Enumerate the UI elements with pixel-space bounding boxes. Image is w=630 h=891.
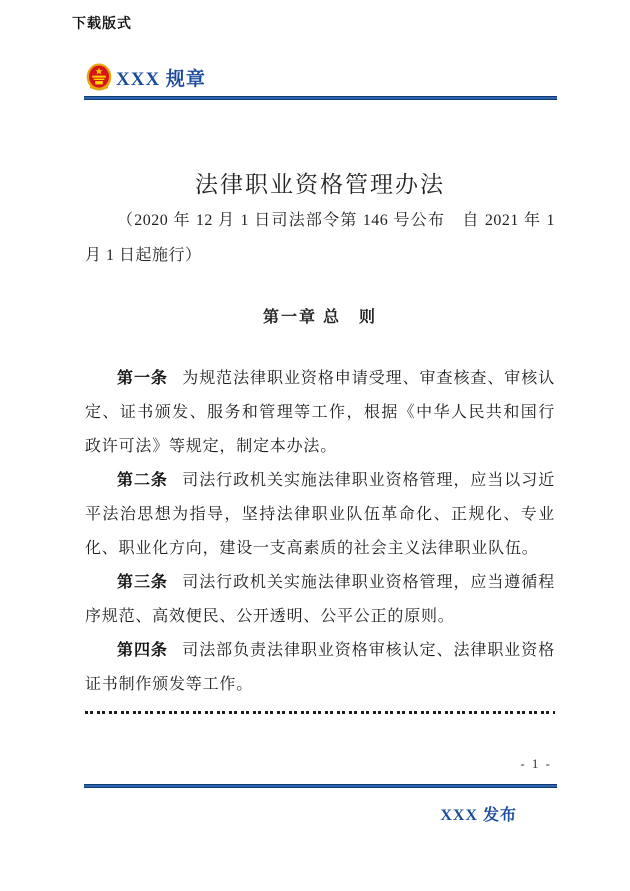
download-format-link[interactable]: 下载版式 — [72, 17, 132, 32]
national-emblem-icon — [86, 63, 112, 92]
footer-divider — [84, 784, 557, 788]
article-4 — [85, 634, 555, 702]
article-1-label: 第一条 — [117, 370, 168, 387]
article-2-text: 司法行政机关实施法律职业资格管理，应当以习近平法治思想为指导，坚持法律职业队伍革命化、正规化、专业化、职业化方向，建设一支高素质的社会主义法律职业队伍。 — [85, 472, 555, 557]
masthead — [86, 63, 206, 92]
document-subtitle: （2020 年 12 月 1 日司法部令第 146 号公布 自 2021 年 1 月 1 日起施行） — [85, 212, 555, 264]
document-title: 法律职业资格管理办法 — [195, 172, 445, 197]
masthead-title: XXX 规章 — [116, 69, 206, 90]
articles-body — [85, 362, 555, 702]
article-3-text: 司法行政机关实施法律职业资格管理，应当遵循程序规范、高效便民、公开透明、公平公正的原则。 — [85, 574, 555, 625]
article-1 — [85, 362, 555, 464]
article-4-label: 第四条 — [117, 642, 168, 659]
article-2 — [85, 464, 555, 566]
article-4-text: 司法部负责法律职业资格审核认定、法律职业资格证书制作颁发等工作。 — [85, 642, 555, 693]
article-3-label: 第三条 — [117, 574, 168, 591]
article-2-label: 第二条 — [117, 472, 168, 489]
page-number: - 1 - — [520, 756, 552, 771]
article-3 — [85, 566, 555, 634]
article-1-text: 为规范法律职业资格申请受理、审查核查、审核认定、证书颁发、服务和管理等工作，根据《中华人民共和国行政许可法》等规定，制定本办法。 — [85, 370, 555, 455]
publisher-label: XXX 发布 — [440, 807, 517, 824]
dotted-divider — [85, 711, 555, 714]
chapter-heading: 第一章 总 则 — [262, 309, 377, 326]
header-divider — [84, 96, 557, 100]
